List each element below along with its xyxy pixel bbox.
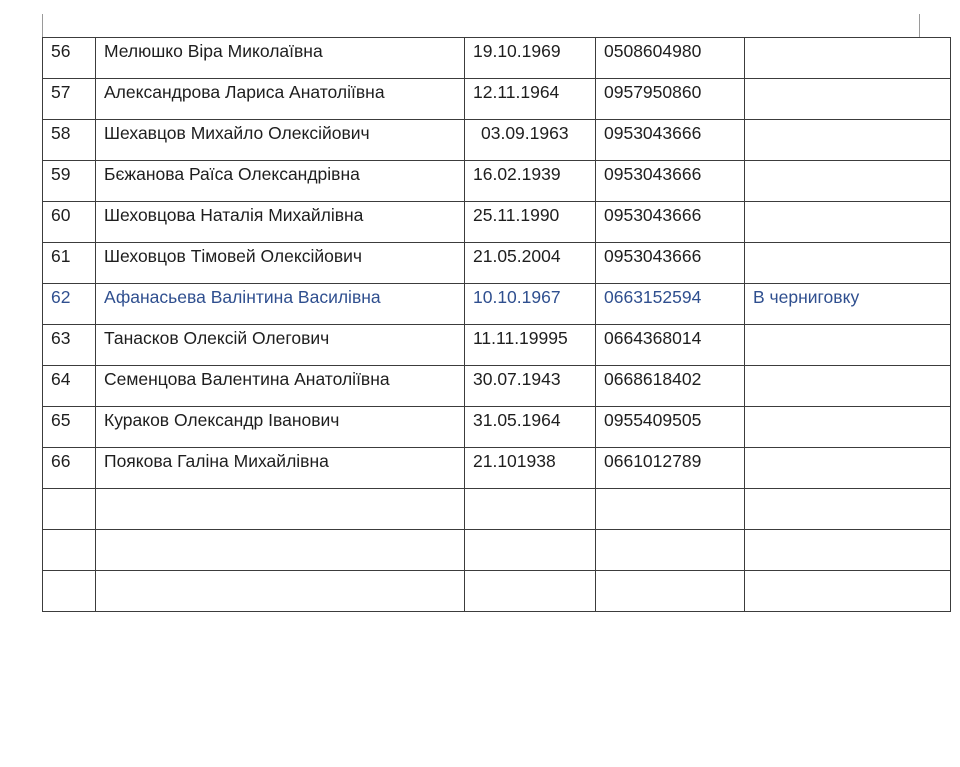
phone-number: 0664368014 xyxy=(596,325,745,366)
row-number: 59 xyxy=(43,161,96,202)
margin-marker-left xyxy=(42,14,43,38)
note xyxy=(745,161,951,202)
birth-date: 11.11.19995 xyxy=(465,325,596,366)
person-name xyxy=(96,530,465,571)
table-row xyxy=(43,38,951,79)
phone-number: 0953043666 xyxy=(596,202,745,243)
roster-table xyxy=(42,37,951,612)
person-name: Шеховцов Тімовей Олексійович xyxy=(96,243,465,284)
person-name: Афанасьева Валінтина Василівна xyxy=(96,284,465,325)
phone-number: 0957950860 xyxy=(596,79,745,120)
table-row-empty xyxy=(43,489,951,530)
row-number: 56 xyxy=(43,38,96,79)
table-row-highlighted xyxy=(43,284,951,325)
person-name: Поякова Галіна Михайлівна xyxy=(96,448,465,489)
row-number xyxy=(43,530,96,571)
birth-date: 25.11.1990 xyxy=(465,202,596,243)
table-row xyxy=(43,243,951,284)
person-name: Семенцова Валентина Анатоліївна xyxy=(96,366,465,407)
row-number: 63 xyxy=(43,325,96,366)
table-row xyxy=(43,79,951,120)
table-row xyxy=(43,325,951,366)
birth-date xyxy=(465,489,596,530)
person-name: Александрова Лариса Анатоліївна xyxy=(96,79,465,120)
note xyxy=(745,448,951,489)
person-name: Кураков Олександр Іванович xyxy=(96,407,465,448)
table-row xyxy=(43,407,951,448)
note: В черниговку xyxy=(745,284,951,325)
table-row xyxy=(43,366,951,407)
birth-date xyxy=(465,571,596,612)
row-number: 60 xyxy=(43,202,96,243)
person-name: Танасков Олексій Олегович xyxy=(96,325,465,366)
phone-number: 0668618402 xyxy=(596,366,745,407)
row-number: 66 xyxy=(43,448,96,489)
row-number: 65 xyxy=(43,407,96,448)
birth-date: 30.07.1943 xyxy=(465,366,596,407)
row-number xyxy=(43,489,96,530)
person-name: Мелюшко Віра Миколаївна xyxy=(96,38,465,79)
note xyxy=(745,120,951,161)
phone-number: 0661012789 xyxy=(596,448,745,489)
row-number xyxy=(43,571,96,612)
birth-date: 19.10.1969 xyxy=(465,38,596,79)
birth-date: 21.101938 xyxy=(465,448,596,489)
table-row xyxy=(43,120,951,161)
note xyxy=(745,407,951,448)
person-name: Шехавцов Михайло Олексійович xyxy=(96,120,465,161)
note xyxy=(745,530,951,571)
note xyxy=(745,79,951,120)
table-row xyxy=(43,161,951,202)
phone-number xyxy=(596,571,745,612)
person-name: Бєжанова Раїса Олександрівна xyxy=(96,161,465,202)
row-number: 58 xyxy=(43,120,96,161)
note xyxy=(745,38,951,79)
phone-number xyxy=(596,489,745,530)
row-number: 64 xyxy=(43,366,96,407)
note xyxy=(745,489,951,530)
birth-date: 12.11.1964 xyxy=(465,79,596,120)
note xyxy=(745,571,951,612)
phone-number: 0953043666 xyxy=(596,120,745,161)
table-row-empty xyxy=(43,530,951,571)
birth-date xyxy=(465,530,596,571)
birth-date: 31.05.1964 xyxy=(465,407,596,448)
birth-date: 10.10.1967 xyxy=(465,284,596,325)
note xyxy=(745,325,951,366)
phone-number: 0953043666 xyxy=(596,161,745,202)
phone-number: 0508604980 xyxy=(596,38,745,79)
birth-date: 16.02.1939 xyxy=(465,161,596,202)
table-row-empty xyxy=(43,571,951,612)
person-name xyxy=(96,489,465,530)
note xyxy=(745,366,951,407)
person-name: Шеховцова Наталія Михайлівна xyxy=(96,202,465,243)
margin-marker-right xyxy=(919,14,920,38)
table-row xyxy=(43,202,951,243)
phone-number xyxy=(596,530,745,571)
table-row xyxy=(43,448,951,489)
person-name xyxy=(96,571,465,612)
birth-date: 03.09.1963 xyxy=(465,120,596,161)
note xyxy=(745,202,951,243)
phone-number: 0955409505 xyxy=(596,407,745,448)
row-number: 61 xyxy=(43,243,96,284)
row-number: 62 xyxy=(43,284,96,325)
note xyxy=(745,243,951,284)
birth-date: 21.05.2004 xyxy=(465,243,596,284)
phone-number: 0953043666 xyxy=(596,243,745,284)
row-number: 57 xyxy=(43,79,96,120)
phone-number: 0663152594 xyxy=(596,284,745,325)
